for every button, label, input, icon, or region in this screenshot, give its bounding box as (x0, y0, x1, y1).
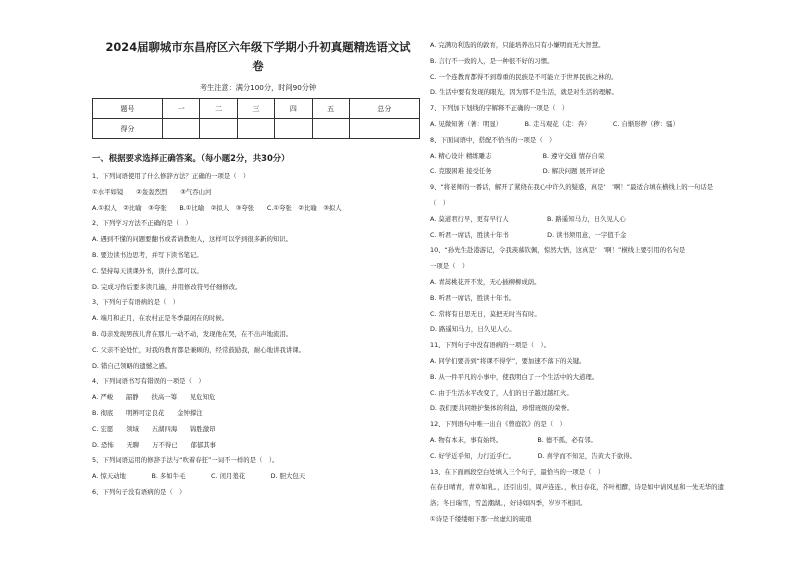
question-line: A. 青蒿桃花开不发，无心插柳柳成荫。 (430, 277, 541, 286)
question-line: 一项是（ ） (430, 262, 469, 271)
exam-note: 考生注意：满分100分，时间90分钟 (199, 83, 317, 92)
question-line: A. 物有本末，事有始终。 B. 德不孤，必有邻。 (430, 435, 597, 444)
question-line: A. 同学们要善到“将课不得学”，要加速不落下的关键。 (430, 356, 586, 365)
question-line: C. 父亲不论处忙，对我的教育都是兼顾的，经常鼓励我，耐心地讲我讲课。 (92, 345, 306, 354)
question-line: D. 路遥知马力，日久见人心。 (430, 325, 516, 334)
score-cell (312, 119, 349, 139)
exam-title (92, 38, 424, 76)
question-line: C. 常将有日思无日，莫把无时当有时。 (430, 309, 541, 318)
score-row-label: 得分 (93, 119, 163, 139)
question-line: C. 由于生活水平改变了，人们的日子越过越红火。 (430, 388, 573, 397)
question-line: 1、下列词语使用了什么修辞方法？正确的一项是（ ） (92, 172, 250, 180)
question-line: 12、下列语句中唯一出自《曾庭钦》的是（ ） (430, 420, 566, 429)
question-line: 8、下面词语中，搭配不恰当的一项是（ ） (430, 135, 556, 144)
question-line: B. 听君一席话，胜读十年书。 (430, 293, 516, 302)
question-line: B. 从一件平凡的小事中，使我明白了一个生活中的大道理。 (430, 372, 599, 381)
question-line: C. 宏愿 领域 五湖四海 锦胜激昂 (92, 424, 216, 433)
question-line: 9、“将老师的一番话，解开了紧绕在我心中许久的疑惑，真是‘ ’啊！”最适合填在横线上的一句话是 (430, 183, 714, 192)
question-line: A. 完满功利选的的敦育，只能培养出只有小嫌明而无大智慧。 (430, 41, 605, 49)
header-cell: 总分 (349, 99, 419, 119)
question-line: 10、“孙先生赴港游记，令我羡慕钦佩，惊然大悟，这真是‘ ’啊！”横线上要引用的名句是 (430, 246, 686, 255)
score-cell (200, 119, 237, 139)
question-line: D. 完成习作后要多读几遍，并用修改符号仔细修改。 (92, 282, 242, 291)
question-line: A.①拟人 ②比喻 ③夸张 B.①比喻 ②拟人 ③夸张 C.①夸张 ②比喻 ③拟人 (92, 203, 342, 212)
question-line: （ ） (430, 198, 450, 207)
question-line: 在春日晴青，青草如乳。，还引出引，周声连连。，秋日春花，芥叶相酵，诗是如中请风星和一先无华的遗 (430, 483, 724, 492)
score-table-header-row (93, 99, 420, 119)
section-heading: 一、根据要求选择正确答案。（每小题2分，共30分） (92, 153, 290, 163)
question-line: C. 好学近乎知，力行近乎仁。 D. 喜学而不知足，告黄大千欲得。 (430, 451, 637, 460)
right-column (430, 38, 770, 528)
header-cell: 五 (312, 99, 349, 119)
question-line: B. 要边读书边思考，并写下读书笔记。 (92, 250, 203, 259)
question-line: A. 遇到不懂的问题要翻书或者请教他人，这样可以学到很多新的知识。 (92, 235, 293, 244)
question-line: 3、下列句子有语病的是（ ） (92, 298, 180, 307)
question-line: B. 言行不一致的人，是一种很不好的习惯。 (430, 56, 554, 65)
question-line: A. 严峻 韶静 扶高一筹 见危知危 (92, 393, 216, 402)
header-cell: 二 (200, 99, 237, 119)
question-line: 7、下列加下划线的字解释不正确的一项是（ ） (430, 104, 569, 113)
score-cell (163, 119, 200, 139)
left-column (92, 38, 424, 501)
header-cell: 一 (163, 99, 200, 119)
question-line: B. 母亲发现男孩儿背在那儿一动不动，发现他在哭，在不出声地流泪。 (92, 329, 293, 338)
question-line: D. 我们要共同维护集体的利益，珍惜班级的荣誉。 (430, 404, 574, 413)
question-line: A. 惊天动地 B. 多如牛毛 C. 闭月羞花 D. 胆大包天 (92, 472, 306, 481)
title-line-2: 卷 (252, 59, 264, 73)
question-line: A. 精心设计 精练雕志 B. 遵守交通 情存自荣 (430, 151, 605, 160)
question-line: C. 一个连教育都得不到尊重的民族是不可能立于世界民族之林的。 (430, 72, 618, 81)
score-cell (237, 119, 274, 139)
question-line: A. 莫道君行早，更有早行人 B. 路遥知马力，日久见人心 (430, 214, 626, 223)
question-line: 13、在下面画段空白处填入三个句子，最恰当的一项是（ ） (430, 467, 605, 476)
question-line: 6、下列句子没有语病的是（ ） (92, 487, 186, 496)
question-line: D. 生活中要有发现的眼光，因为那不是生活，就是对生活的理解。 (430, 88, 618, 97)
question-line: ①诗是千缕缕细下那一丝虚幻的琉琅 (430, 514, 532, 523)
question-line: A. 端月和正月，在农村正是冬季最闲在的时候。 (92, 314, 229, 323)
question-line: C. 坚持每天读课外书，读什么都可以。 (92, 266, 203, 275)
question-line: 洛；冬日瑞雪，雪盖潮湖。，好诗如四季，岁岁不相同。 (430, 499, 587, 508)
question-line: 11、下列句子中没有语病的一项是（ ）。 (430, 341, 550, 350)
left-question-list (92, 169, 424, 501)
score-table (92, 98, 420, 139)
right-question-list (430, 38, 770, 528)
score-cell (349, 119, 419, 139)
question-line: 5、下列词语运用的修辞手法与“吹着春狂”一词不一样的是（ ）。 (92, 456, 279, 465)
header-cell: 题号 (93, 99, 163, 119)
question-line: C. 克服困难 接受任务 D. 解决问题 展开评论 (430, 167, 605, 176)
question-line: 4、下列词语书写有错误的一项是（ ） (92, 377, 205, 386)
question-line: ①水平如镜 ②轰轰烈烈 ③气吞山河 (92, 187, 212, 196)
question-line: B. 彻底 明辨可定良花 金钟撑注 (92, 408, 203, 417)
question-line: C. 听君一席话，胜读十年书 D. 读书须用意，一字值千金 (430, 230, 627, 239)
question-line: A. 见微知著（著：明显） B. 走马观花（走：奔） C. 自惭形秽（秽：骚） (430, 119, 679, 128)
question-line: 2、下列学习方法不正确的是（ ） (92, 219, 192, 228)
score-table-score-row (93, 119, 420, 139)
title-line-1: 2024届聊城市东昌府区六年级下学期小升初真题精选语文试 (105, 40, 411, 54)
header-cell: 四 (275, 99, 312, 119)
question-line: D. 错自己领略的遗憾之感。 (92, 361, 172, 370)
question-line: D. 恐怖 无聊 万不得已 郁郁其事 (92, 440, 217, 449)
header-cell: 三 (237, 99, 274, 119)
score-cell (275, 119, 312, 139)
